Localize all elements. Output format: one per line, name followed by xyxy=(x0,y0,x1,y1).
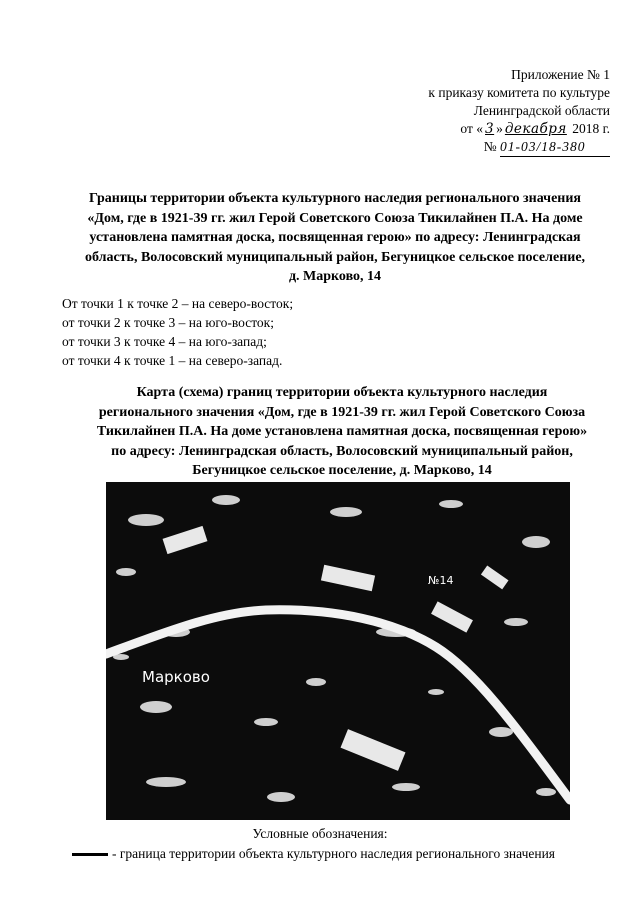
map-title-line-4: по адресу: Ленинградская область, Волосовский муниципальный район, xyxy=(111,443,573,459)
appendix-date xyxy=(428,120,610,138)
village-label: Марково xyxy=(142,668,210,686)
map-title-line-1: Карта (схема) границ территории объекта культурного наследия xyxy=(136,385,548,400)
date-mid: » xyxy=(496,121,503,136)
title-line-5: д. Марково, 14 xyxy=(288,269,382,284)
satellite-map xyxy=(106,482,570,820)
title-line-4: область, Волосовский муниципальный район, Бегуницкое сельское поселение, xyxy=(84,249,586,265)
date-prefix: от « xyxy=(460,121,484,136)
title-line-1: Границы территории объекта культурного наследия регионального значения xyxy=(88,191,581,206)
date-month: декабря xyxy=(504,121,567,137)
appendix-header xyxy=(428,66,610,157)
appendix-line-3: Ленинградской области xyxy=(473,103,610,118)
number-value: 01-03/18-380 xyxy=(500,138,610,157)
date-suffix: 2018 г. xyxy=(568,121,610,136)
boundary-line-symbol xyxy=(72,853,108,856)
number-prefix: № xyxy=(483,139,497,154)
point-line-4: от точки 4 к точке 1 – на северо-запад. xyxy=(62,353,283,368)
legend-item xyxy=(72,846,555,862)
legend-item-label: - граница территории объекта культурного наследия регионального значения xyxy=(112,846,556,861)
point-line-1: От точки 1 к точке 2 – на северо-восток; xyxy=(62,296,294,311)
map-title-line-3: Тикилайнен П.А. На доме установлена памятная доска, посвященная герою» xyxy=(96,424,588,439)
boundary-points-list xyxy=(62,294,293,370)
legend-title: Условные обозначения: xyxy=(252,826,388,841)
house-number-label: №14 xyxy=(428,574,454,587)
map-image xyxy=(106,482,570,820)
title-line-3: установлена памятная доска, посвященная герою» по адресу: Ленинградская xyxy=(89,230,581,245)
document-title xyxy=(58,189,612,287)
appendix-number xyxy=(428,138,610,157)
point-line-3: от точки 3 к точке 4 – на юго-запад; xyxy=(62,334,267,349)
appendix-line-2: к приказу комитета по культуре xyxy=(428,85,610,100)
map-title-line-5: Бегуницкое сельское поселение, д. Марково, 14 xyxy=(192,463,492,478)
title-line-2: «Дом, где в 1921-39 гг. жил Герой Советского Союза Тикилайнен П.А. На доме xyxy=(87,210,583,226)
map-title-line-2: регионального значения «Дом, где в 1921-39 гг. жил Герой Советского Союза xyxy=(98,404,586,420)
map-title xyxy=(72,383,612,481)
appendix-line-1: Приложение № 1 xyxy=(511,67,610,82)
date-day: 3 xyxy=(485,121,495,137)
point-line-2: от точки 2 к точке 3 – на юго-восток; xyxy=(62,315,274,330)
